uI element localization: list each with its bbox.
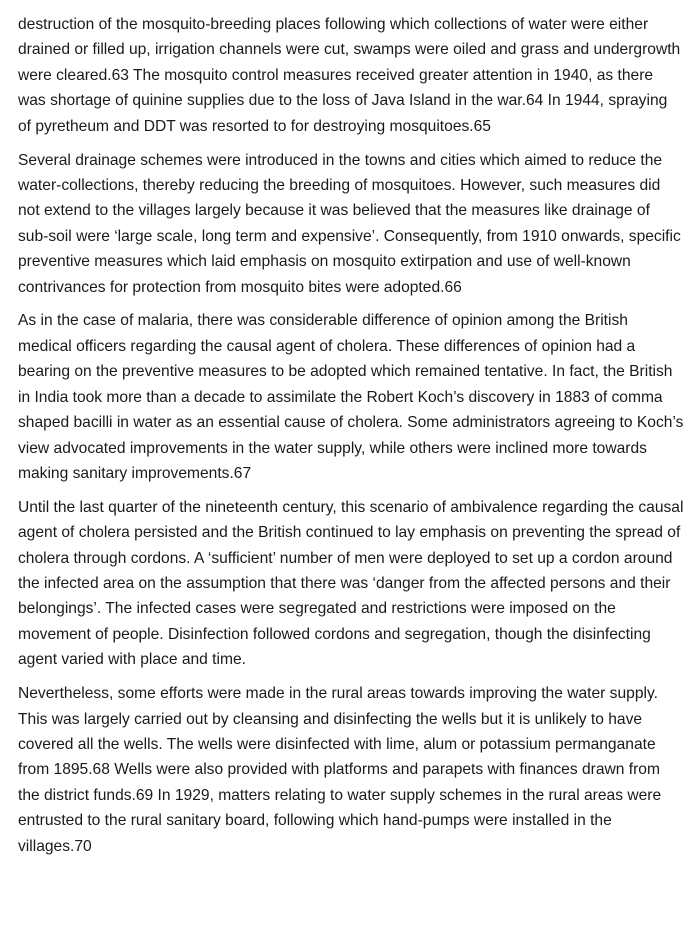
paragraph-cholera-causal-agent: As in the case of malaria, there was considerable difference of opinion among the British medical officers regarding the causal agent of cholera. These differences of opinion had a bearing on the preventive measures to be adopted which remained tentative. In fact, the British in India took more than a decade to assimilate the Robert Koch’s discovery in 1883 of comma shaped bacilli in water as an essential cause of cholera. Some administrators agreeing to Koch’s view advocated improvements in the water supply, while others were inclined more towards making sanitary improvements.67 [18,312,684,482]
paragraph-rural-water-supply: Nevertheless, some efforts were made in the rural areas towards improving the water supply. This was largely carried out by cleansing and disinfecting the wells but it is unlikely to have covered all the wells. The wells were disinfected with lime, alum or potassium permanganate from 1895.68 Wells were also provided with platforms and parapets with finances drawn from the district funds.69 In 1929, matters relating to water supply schemes in the rural areas were entrusted to the rural sanitary board, following which hand-pumps were installed in the villages.70 [18,685,662,855]
paragraph-drainage-schemes: Several drainage schemes were introduced in the towns and cities which aimed to reduce the water-collections, thereby reducing the breeding of mosquitoes. However, such measures did not extend to the villages largely because it was believed that the measures like drainage of sub-soil were ‘large scale, long term and expensive’. Consequently, from 1910 onwards, specific preventive measures which laid emphasis on mosquito extirpation and use of well-known contrivances for protection from mosquito bites were adopted.66 [18,151,681,296]
document-page [18,12,684,868]
paragraph-cholera-cordons: Until the last quarter of the nineteenth century, this scenario of ambivalence regarding the causal agent of cholera persisted and the British continued to lay emphasis on preventing the spread of cholera through cordons. A ‘sufficient’ number of men were deployed to set up a cordon around the infected area on the assumption that there was ‘danger from the affected persons and their belongings’. The infected cases were segregated and restrictions were imposed on the movement of people. Disinfection followed cordons and segregation, though the disinfecting agent varied with place and time. [18,498,684,669]
paragraph-mosquito-control: destruction of the mosquito-breeding places following which collections of water were either drained or filled up, irrigation channels were cut, swamps were oiled and grass and undergrowth were cleared.63 The mosquito control measures received greater attention in 1940, as there was shortage of quinine supplies due to the loss of Java Island in the war.64 In 1944, spraying of pyretheum and DDT was resorted to for destroying mosquitoes.65 [18,16,681,135]
